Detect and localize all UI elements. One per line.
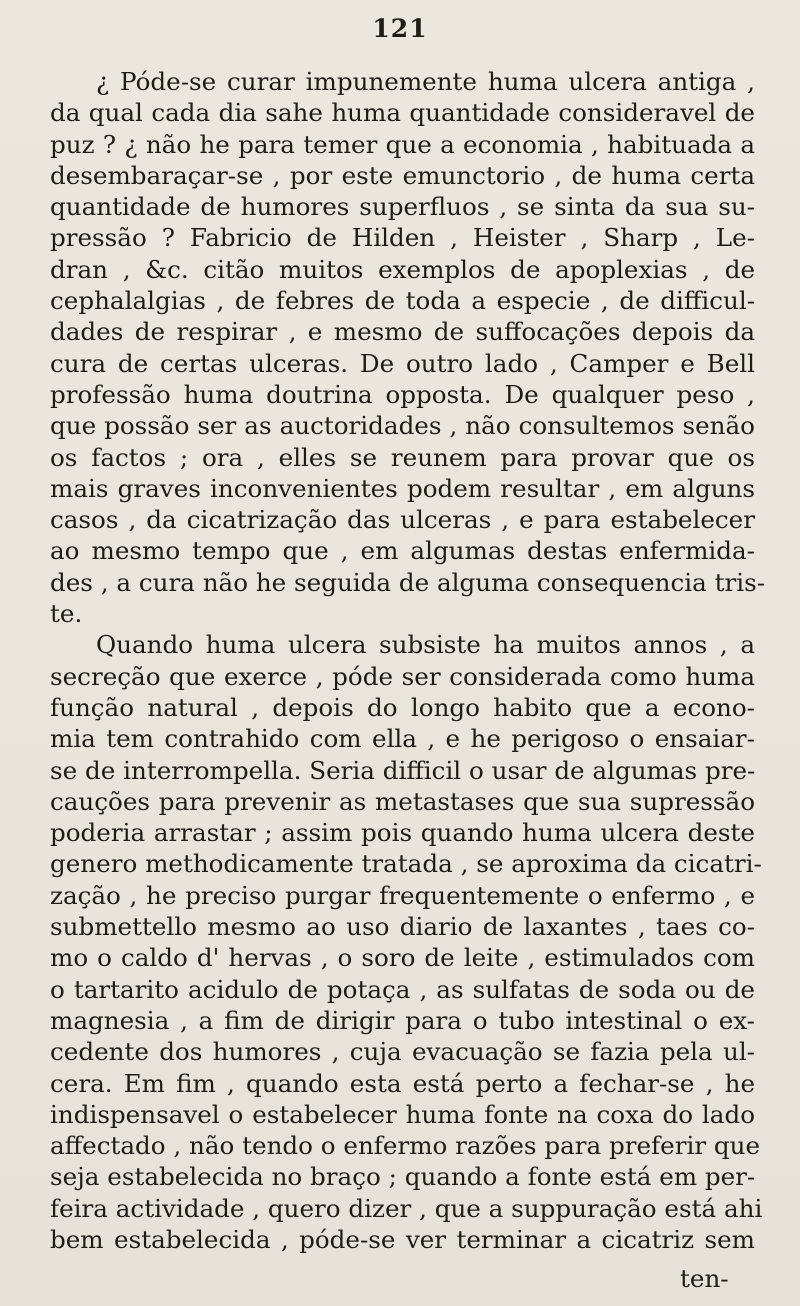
text-line: quantidade de humores superfluos , se sinta da sua su- — [50, 192, 755, 222]
catchword: ten- — [680, 1264, 729, 1293]
text-line: mais graves inconvenientes podem resultar , em alguns — [50, 473, 755, 503]
page-number: 121 — [372, 14, 428, 43]
body-text — [50, 66, 766, 1255]
text-line: cedente dos humores , cuja evacuação se fazia pela ul- — [50, 1037, 755, 1067]
text-line: função natural , depois do longo habito que a econo- — [50, 692, 755, 722]
text-line: o tartarito acidulo de potaça , as sulfatas de soda ou de — [50, 974, 755, 1004]
text-line: magnesia , a fim de dirigir para o tubo intestinal o ex- — [50, 1005, 755, 1035]
text-line: ¿ Póde-se curar impunemente huma ulcera antiga , — [96, 67, 755, 96]
text-line: professão huma doutrina opposta. De qualquer peso , — [50, 379, 755, 409]
text-line: se de interrompella. Seria difficil o usar de algumas pre- — [50, 755, 756, 785]
text-line: casos , da cicatrização das ulceras , e para estabelecer — [50, 505, 755, 535]
text-line: desembaraçar-se , por este emunctorio , de huma certa — [50, 160, 755, 190]
text-line: indispensavel o estabelecer huma fonte na coxa do lado — [50, 1099, 755, 1129]
text-line: Quando huma ulcera subsiste ha muitos annos , a — [96, 630, 755, 660]
text-line: cera. Em fim , quando esta está perto a fechar-se , he — [50, 1068, 755, 1098]
text-line: que possão ser as auctoridades , não consultemos senão — [50, 411, 755, 441]
text-line: mo o caldo d' hervas , o soro de leite , estimulados com — [50, 943, 755, 973]
text-line: cephalalgias , de febres de toda a especie , de difficul- — [50, 286, 755, 316]
text-line: puz ? ¿ não he para temer que a economia , habituada a — [50, 129, 755, 159]
text-line: poderia arrastar ; assim pois quando huma ulcera deste — [50, 818, 755, 848]
text-line: dran , &c. citão muitos exemplos de apoplexias , de — [50, 254, 755, 284]
text-line: secreção que exerce , póde ser considerada como huma — [50, 661, 755, 691]
text-line: dades de respirar , e mesmo de suffocações depois da — [50, 317, 755, 347]
text-line: bem estabelecida , póde-se ver terminar a cicatriz sem — [50, 1224, 755, 1254]
text-line: seja estabelecida no braço ; quando a fonte está em per- — [50, 1162, 756, 1192]
text-line: cura de certas ulceras. De outro lado , Camper e Bell — [50, 348, 755, 378]
text-line: cauções para prevenir as metastases que sua supressão — [50, 786, 755, 816]
text-line: genero methodicamente tratada , se aproxima da cicatri- — [50, 849, 762, 879]
text-line: mia tem contrahido com ella , e he perigoso o ensaiar- — [50, 724, 755, 754]
text-line: ao mesmo tempo que , em algumas destas enfermida- — [50, 536, 755, 566]
text-line: feira actividade , quero dizer , que a suppuração está ahi — [50, 1193, 763, 1223]
text-line: des , a cura não he seguida de alguma consequencia tris- — [50, 567, 766, 597]
text-line: submettello mesmo ao uso diario de laxantes , taes co- — [50, 912, 755, 942]
text-line: os factos ; ora , elles se reunem para provar que os — [50, 442, 755, 472]
text-line: affectado , não tendo o enfermo razões para preferir que — [50, 1131, 761, 1161]
text-line: te. — [50, 599, 83, 629]
text-line: pressão ? Fabricio de Hilden , Heister , Sharp , Le- — [50, 223, 755, 253]
text-line: zação , he preciso purgar frequentemente o enfermo , e — [50, 880, 755, 910]
text-line: da qual cada dia sahe huma quantidade consideravel de — [50, 98, 755, 128]
